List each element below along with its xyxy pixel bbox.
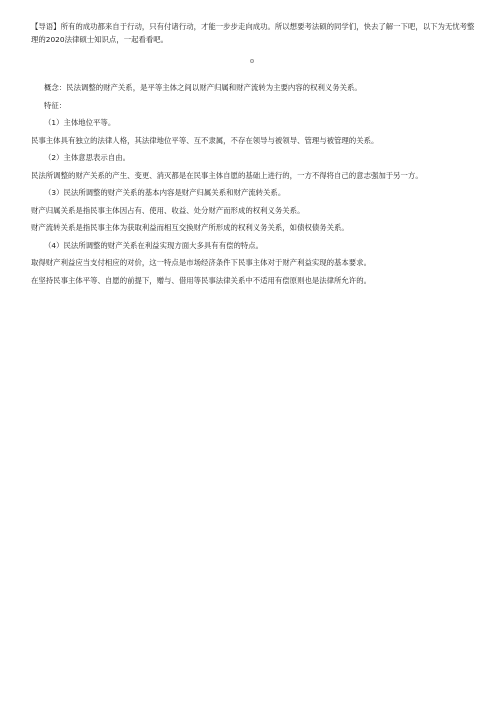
paragraph-feature-2: （2）主体意思表示自由。 xyxy=(44,153,131,162)
intro-paragraph: 【导语】所有的成功都来自于行动，只有付诸行动，才能一步步走向成功。所以想要考法硕的同学们，快去了解一下吧，以下为无忧考整理的2020法律硕士知识点，一起看看吧。 xyxy=(31,22,475,44)
paragraph-feature-3-detail-b: 财产流转关系是指民事主体为获取利益而相互交换财产所形成的权利义务关系，如债权债务关系。 xyxy=(31,223,349,232)
article-body xyxy=(31,82,481,292)
paragraph-feature-1: （1）主体地位平等。 xyxy=(44,118,116,127)
section-divider-mark xyxy=(250,59,254,63)
paragraph-feature-2-detail: 民法所调整的财产关系的产生、变更、消灭都是在民事主体自愿的基础上进行的，一方不得将自己的意志强加于另一方。 xyxy=(31,170,423,180)
paragraph-feature-3: （3）民法所调整的财产关系的基本内容是财产归属关系和财产流转关系。 xyxy=(44,188,286,197)
paragraph-features-heading: 特征： xyxy=(44,100,67,110)
paragraph-feature-4-detail-b: 在坚持民事主体平等、自愿的前提下，赠与、借用等民事法律关系中不适用有偿原则也是法律所允许的。 xyxy=(31,275,371,285)
paragraph-concept: 概念：民法调整的财产关系，是平等主体之间以财产归属和财产流转为主要内容的权利义务关系。 xyxy=(44,83,362,92)
paragraph-feature-4: （4）民法所调整的财产关系在利益实现方面大多具有有偿的特点。 xyxy=(44,240,264,250)
paragraph-feature-3-detail-a: 财产归属关系是指民事主体因占有、使用、收益、处分财产而形成的权利义务关系。 xyxy=(31,205,305,215)
paragraph-feature-1-detail: 民事主体具有独立的法律人格，其法律地位平等、互不隶属，不存在领导与被领导、管理与被管理的关系。 xyxy=(31,135,379,145)
paragraph-feature-4-detail-a: 取得财产利益应当支付相应的对价，这一特点是市场经济条件下民事主体对于财产利益实现的基本要求。 xyxy=(31,258,371,267)
